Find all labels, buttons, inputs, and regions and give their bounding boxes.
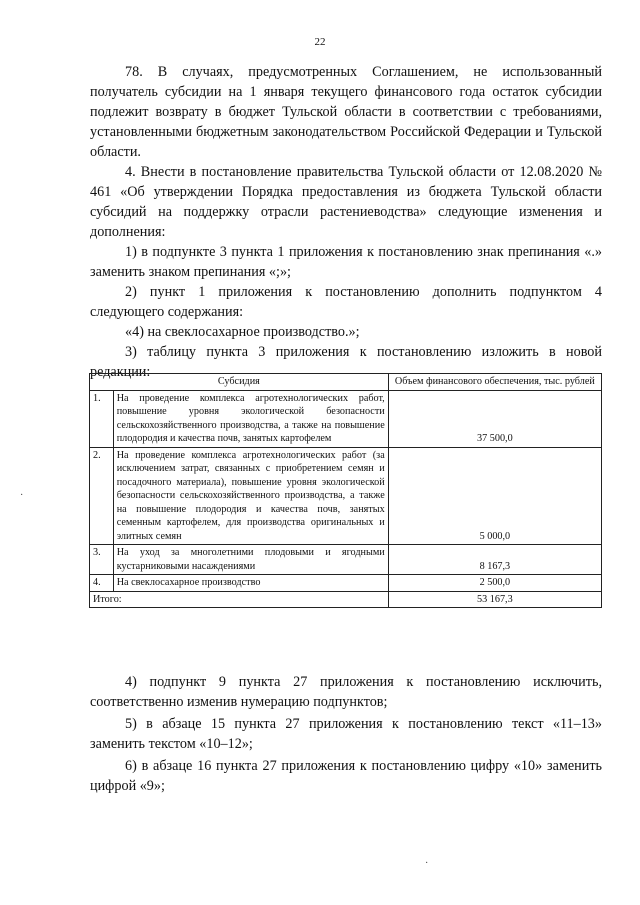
total-label: Итого: — [90, 591, 389, 608]
row-subsidy-text: На проведение комплекса агротехнологических работ, повышение уровня экологической безопасности сельскохозяйственного производства, а также на повышение плодородия и качества почв, занятых картофелем — [113, 390, 388, 447]
row-amount: 8 167,3 — [388, 545, 601, 575]
row-subsidy-text: На уход за многолетними плодовыми и ягодными кустарниковыми насаждениями — [113, 545, 388, 575]
item-3: 3) таблицу пункта 3 приложения к постановлению изложить в новой редакции: — [90, 344, 602, 380]
row-amount: 2 500,0 — [388, 575, 601, 592]
item-2-quote: «4) на свеклосахарное производство.»; — [125, 324, 360, 340]
item-4: 4) подпункт 9 пункта 27 приложения к постановлению исключить, соответственно изменив нумерацию подпунктов; — [90, 674, 602, 710]
row-amount: 37 500,0 — [388, 390, 601, 447]
paragraph-4: 4. Внести в постановление правительства Тульской области от 12.08.2020 № 461 «Об утверждении Порядка предоставления из бюджета Тульской области субсидий на поддержку отрасли растениеводства» следующие изменения и дополнения: — [90, 164, 602, 240]
item-2: 2) пункт 1 приложения к постановлению дополнить подпунктом 4 следующего содержания: — [90, 284, 602, 320]
item-1: 1) в подпункте 3 пункта 1 приложения к постановлению знак препинания «.» заменить знаком препинания «;»; — [90, 244, 602, 280]
table-row — [90, 390, 602, 447]
table-header-row — [90, 374, 602, 391]
row-amount: 5 000,0 — [388, 447, 601, 545]
body-bottom — [90, 672, 602, 796]
total-amount: 53 167,3 — [388, 591, 601, 608]
body-top — [90, 62, 602, 382]
table-row — [90, 545, 602, 575]
row-subsidy-text: На свеклосахарное производство — [113, 575, 388, 592]
paragraph-78: 78. В случаях, предусмотренных Соглашением, не использованный получатель субсидии на 1 января текущего финансового года остаток субсидии подлежит возврату в бюджет Тульской области в соответствии с требованиями, установленными бюджетным законодательством Российской Федерации и Тульской области. — [90, 64, 602, 160]
row-number: 4. — [90, 575, 114, 592]
row-number: 1. — [90, 390, 114, 447]
header-subsidy: Субсидия — [90, 374, 389, 391]
page-number: 22 — [314, 36, 326, 48]
header-amount: Объем финансового обеспечения, тыс. рублей — [388, 374, 601, 391]
table-total-row — [90, 591, 602, 608]
item-5: 5) в абзаце 15 пункта 27 приложения к постановлению текст «11–13» заменить текстом «10–12»; — [90, 716, 602, 752]
scan-speck: · — [20, 490, 24, 501]
row-subsidy-text: На проведение комплекса агротехнологических работ (за исключением затрат, связанных с приобретением семян и посадочного материала), повышение уровня экологической безопасности сельскохозяйственного производства, а также на повышение плодородия и качества почв, занятых семенным картофелем, для производства оригинальных и элитных семян — [113, 447, 388, 545]
row-number: 2. — [90, 447, 114, 545]
table-row — [90, 447, 602, 545]
row-number: 3. — [90, 545, 114, 575]
table-row — [90, 575, 602, 592]
item-6: 6) в абзаце 16 пункта 27 приложения к постановлению цифру «10» заменить цифрой «9»; — [90, 758, 602, 794]
scan-speck: · — [425, 858, 429, 869]
subsidy-table — [89, 373, 602, 608]
